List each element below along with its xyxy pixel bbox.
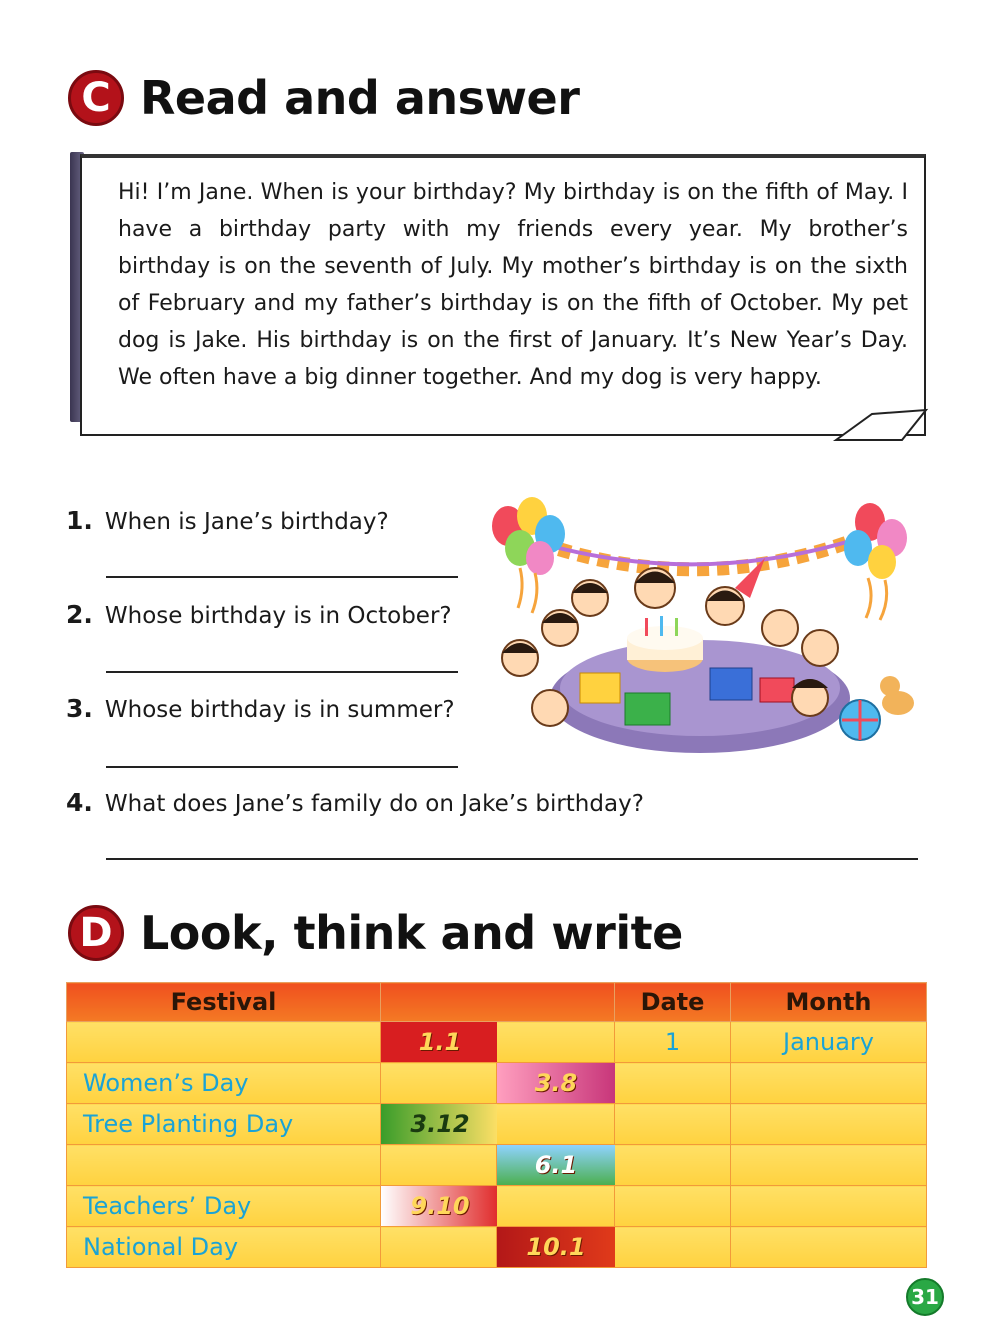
- date-cell[interactable]: [615, 1104, 731, 1145]
- section-d-badge: D: [68, 905, 124, 961]
- section-d-title: Look, think and write: [140, 906, 683, 960]
- answer-line-2[interactable]: [106, 671, 458, 673]
- balloons-right-icon: [844, 503, 907, 620]
- month-cell[interactable]: January: [731, 1022, 927, 1063]
- question-text: When is Jane’s birthday?: [104, 509, 389, 535]
- answer-line-4[interactable]: [106, 858, 918, 860]
- womens-day-badge-icon: 3.8: [497, 1063, 615, 1103]
- festival-cell[interactable]: Women’s Day: [67, 1063, 381, 1104]
- section-d-header: [68, 905, 683, 961]
- festival-cell[interactable]: Teachers’ Day: [67, 1186, 381, 1227]
- table-row: [67, 1063, 927, 1104]
- passage-box: [80, 154, 926, 436]
- question-number: 3.: [66, 694, 93, 723]
- badge-cell: [381, 1186, 497, 1227]
- header-image: [381, 983, 615, 1022]
- badge-empty-cell: [381, 1063, 497, 1104]
- badge-empty-cell: [381, 1227, 497, 1268]
- badge-cell: [497, 1063, 615, 1104]
- national-day-badge-icon: 10.1: [497, 1227, 615, 1267]
- badge-empty-cell: [381, 1145, 497, 1186]
- badge-cell: [381, 1022, 497, 1063]
- passage-text: Hi! I’m Jane. When is your birthday? My birthday is on the fifth of May. I have a birthday party with my friends every year. My brother’s birthday is on the seventh of July. My mother’s birthday is on the sixth of February and my father’s birthday is on the fifth of October. My pet dog is Jake. His birthday is on the first of January. It’s New Year’s Day. We often have a big dinner together. And my dog is very happy.: [118, 180, 908, 390]
- badge-cell: [497, 1227, 615, 1268]
- passage-card: [70, 152, 932, 442]
- question-3: [66, 694, 455, 723]
- header-date: Date: [615, 983, 731, 1022]
- question-number: 4.: [66, 788, 93, 817]
- badge-empty-cell: [497, 1022, 615, 1063]
- table-row: [67, 1227, 927, 1268]
- festival-table: [66, 982, 927, 1268]
- date-cell[interactable]: [615, 1145, 731, 1186]
- teachers-day-badge-icon: 9.10: [381, 1186, 499, 1226]
- festival-cell[interactable]: [67, 1145, 381, 1186]
- badge-cell: [381, 1104, 497, 1145]
- table-header-row: [67, 983, 927, 1022]
- month-cell[interactable]: [731, 1227, 927, 1268]
- month-cell[interactable]: [731, 1104, 927, 1145]
- section-c-badge: C: [68, 70, 124, 126]
- badge-empty-cell: [497, 1186, 615, 1227]
- section-c-title: Read and answer: [140, 71, 580, 125]
- question-number: 1.: [66, 506, 93, 535]
- tree-planting-badge-icon: 3.12: [381, 1104, 499, 1144]
- table-row: [67, 1104, 927, 1145]
- page-curl-icon: [822, 402, 932, 442]
- question-1: [66, 506, 389, 535]
- question-text: What does Jane’s family do on Jake’s birthday?: [104, 791, 644, 817]
- header-festival: Festival: [67, 983, 381, 1022]
- section-c-header: [68, 70, 579, 126]
- question-text: Whose birthday is in summer?: [104, 697, 455, 723]
- question-text: Whose birthday is in October?: [104, 603, 452, 629]
- date-cell[interactable]: [615, 1186, 731, 1227]
- new-year-badge-icon: 1.1: [381, 1022, 499, 1062]
- festival-cell[interactable]: Tree Planting Day: [67, 1104, 381, 1145]
- festival-cell[interactable]: National Day: [67, 1227, 381, 1268]
- table-row: [67, 1145, 927, 1186]
- table-row: [67, 1022, 927, 1063]
- question-4: [66, 788, 644, 817]
- answer-line-1[interactable]: [106, 576, 458, 578]
- answer-line-3[interactable]: [106, 766, 458, 768]
- question-number: 2.: [66, 600, 93, 629]
- month-cell[interactable]: [731, 1145, 927, 1186]
- birthday-party-illustration: [480, 488, 920, 778]
- badge-empty-cell: [497, 1104, 615, 1145]
- page-number: 31: [906, 1278, 944, 1316]
- date-cell[interactable]: 1: [615, 1022, 731, 1063]
- question-2: [66, 600, 452, 629]
- festival-cell[interactable]: [67, 1022, 381, 1063]
- balloons-left-icon: [492, 497, 565, 613]
- childrens-day-badge-icon: 6.1: [497, 1145, 615, 1185]
- badge-cell: [497, 1145, 615, 1186]
- month-cell[interactable]: [731, 1186, 927, 1227]
- table-row: [67, 1186, 927, 1227]
- date-cell[interactable]: [615, 1227, 731, 1268]
- month-cell[interactable]: [731, 1063, 927, 1104]
- date-cell[interactable]: [615, 1063, 731, 1104]
- header-month: Month: [731, 983, 927, 1022]
